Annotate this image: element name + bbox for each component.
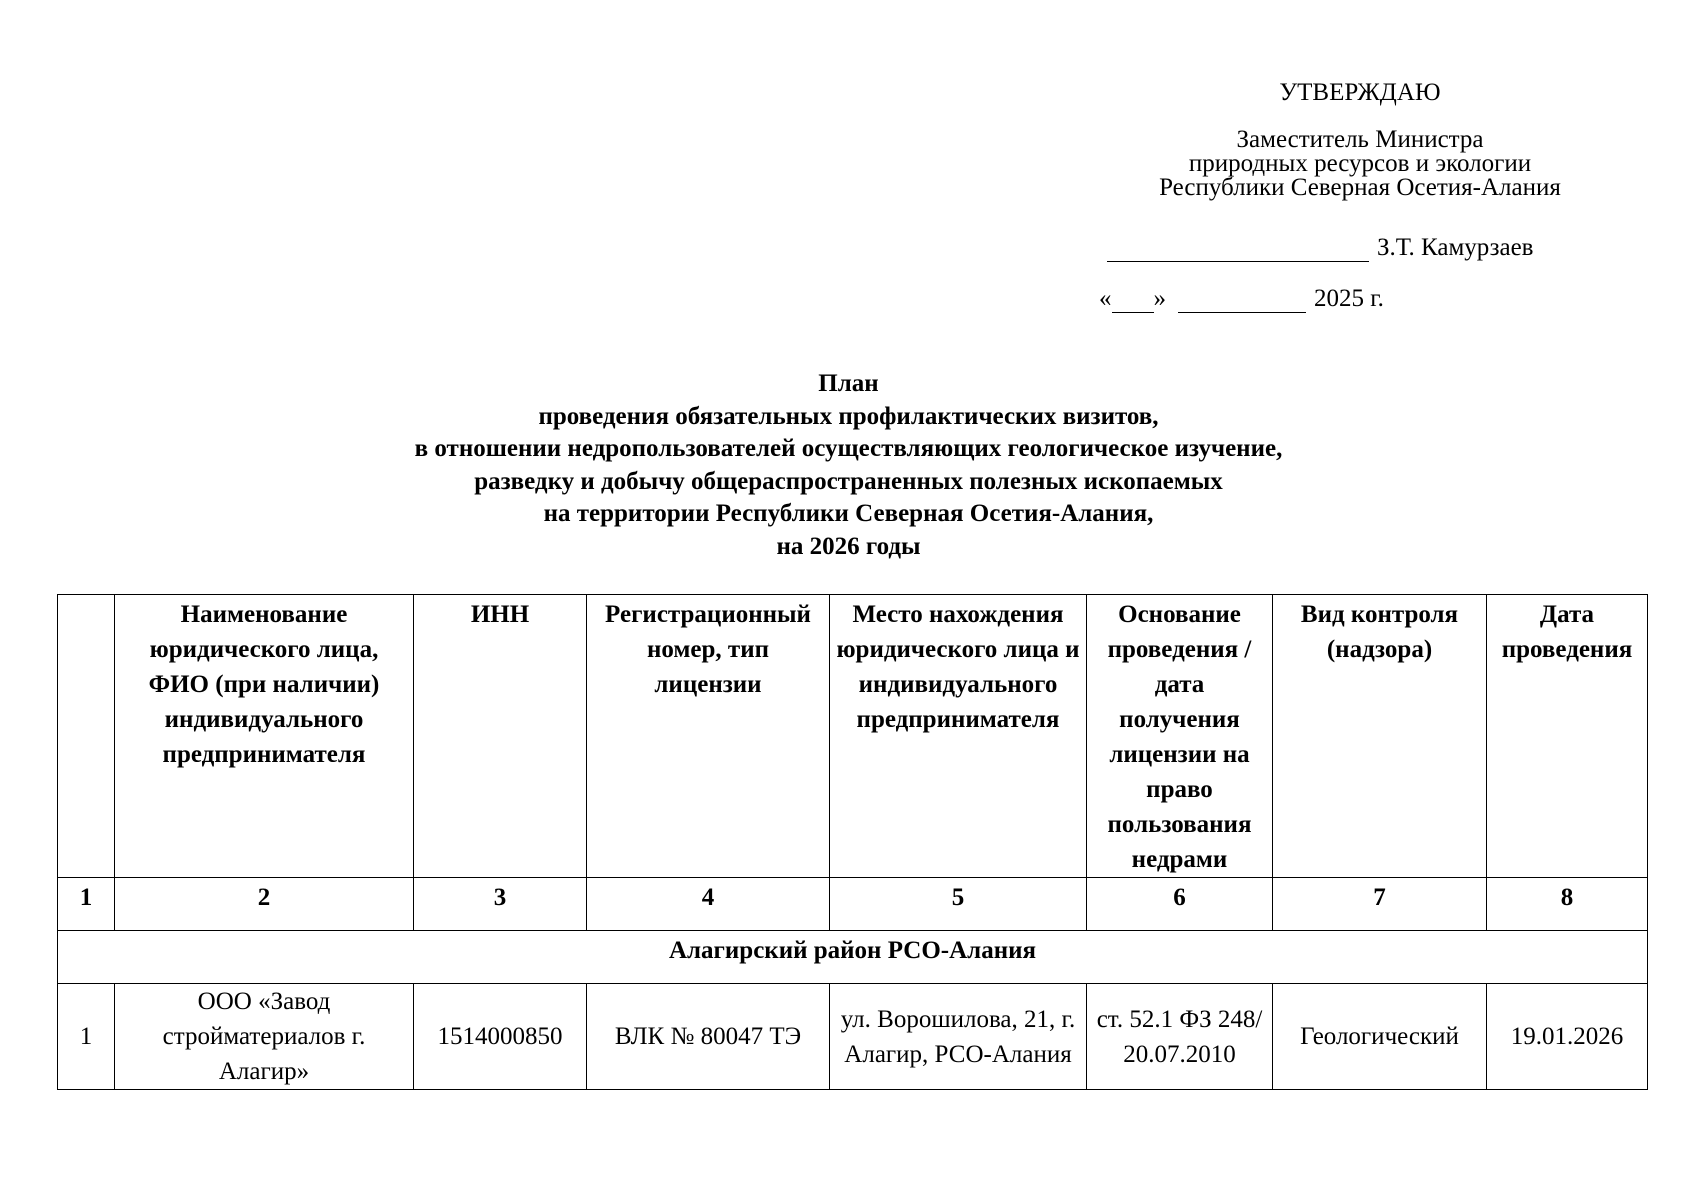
organization-name-cell: ООО «Завод стройматериалов г. Алагир» <box>115 984 414 1090</box>
header-cell: Вид контроля (надзора) <box>1273 595 1487 878</box>
header-cell: Место нахождения юридического лица и индивидуального предпринимателя <box>830 595 1087 878</box>
approval-date-line <box>1099 285 1384 313</box>
license-cell: ВЛК № 80047 ТЭ <box>587 984 830 1090</box>
approver-position-line-1: Заместитель Министра <box>1236 126 1484 153</box>
section-row <box>58 931 1648 984</box>
header-cell: Наименование юридического лица, ФИО (при наличии) индивидуального предпринимателя <box>115 595 414 878</box>
header-cell <box>58 595 115 878</box>
signatory-name: З.Т. Камурзаев <box>1377 234 1534 261</box>
approver-position-line-2: природных ресурсов и экологии <box>1188 150 1532 177</box>
basis-cell: ст. 52.1 ФЗ 248/ 20.07.2010 <box>1087 984 1273 1090</box>
signature-line <box>1107 234 1533 262</box>
column-number: 2 <box>115 878 414 931</box>
approval-heading: УТВЕРЖДАЮ <box>1279 79 1441 106</box>
header-cell: Регистрационный номер, тип лицензии <box>587 595 830 878</box>
control-type-cell: Геологический <box>1273 984 1487 1090</box>
table-row <box>58 984 1648 1090</box>
column-number: 4 <box>587 878 830 931</box>
date-close-quote: » <box>1153 285 1166 312</box>
table-header-row <box>58 595 1648 878</box>
row-number-cell: 1 <box>58 984 115 1090</box>
day-blank <box>1112 288 1154 313</box>
column-number: 6 <box>1087 878 1273 931</box>
column-number: 3 <box>414 878 587 931</box>
address-cell: ул. Ворошилова, 21, г. Алагир, РСО-Алания <box>830 984 1087 1090</box>
column-number: 8 <box>1487 878 1648 931</box>
title-line-6: на 2026 годы <box>776 532 921 560</box>
column-number-row <box>58 878 1648 931</box>
visit-date-cell: 19.01.2026 <box>1487 984 1648 1090</box>
title-line-1: План <box>818 370 879 397</box>
header-cell: Дата проведения <box>1487 595 1648 878</box>
header-cell: Основание проведения / дата получения лицензии на право пользования недрами <box>1087 595 1273 878</box>
date-open-quote: « <box>1099 285 1112 312</box>
header-cell: ИНН <box>414 595 587 878</box>
title-line-5: на территории Республики Северная Осетия-Алания, <box>543 500 1154 527</box>
section-title: Алагирский район РСО-Алания <box>58 931 1648 984</box>
column-number: 7 <box>1273 878 1487 931</box>
approver-position <box>1080 128 1640 200</box>
signature-blank <box>1107 237 1369 262</box>
title-line-4: разведку и добычу общераспространенных полезных ископаемых <box>474 467 1223 495</box>
title-line-2: проведения обязательных профилактических визитов, <box>538 402 1159 430</box>
approval-block <box>1080 80 1640 200</box>
column-number: 1 <box>58 878 115 931</box>
visits-plan-table <box>57 594 1648 1090</box>
date-year: 2025 г. <box>1314 285 1384 312</box>
column-number: 5 <box>830 878 1087 931</box>
inn-cell: 1514000850 <box>414 984 587 1090</box>
title-line-3: в отношении недропользователей осуществляющих геологическое изучение, <box>414 435 1283 462</box>
document-title <box>0 368 1697 563</box>
approver-position-line-3: Республики Северная Осетия-Алания <box>1159 174 1561 201</box>
month-blank <box>1178 288 1306 313</box>
